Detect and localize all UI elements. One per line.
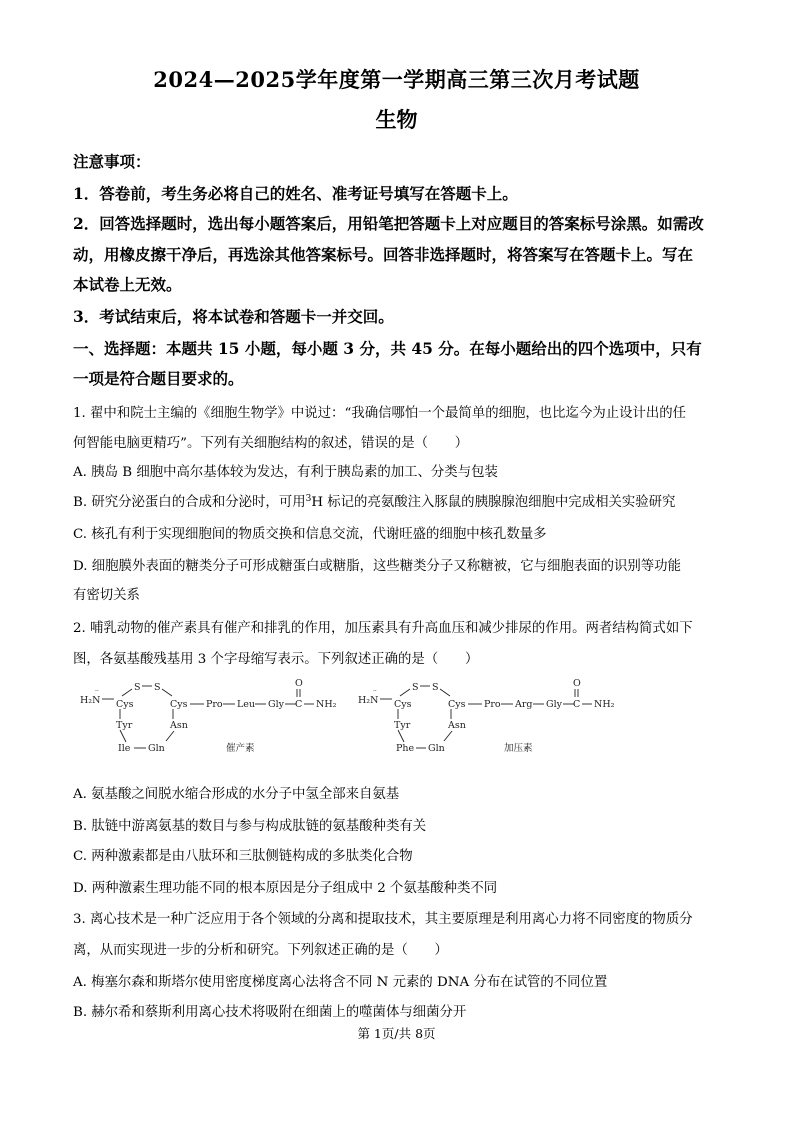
oxytocin-structure: [80, 678, 337, 754]
q3-stem: 3. 离心技术是一种广泛应用于各个领域的分离和提取技术，其主要原理是利用离心力将不同密度的物质分: [73, 912, 693, 927]
q1-option-b-pre: B. 研究分泌蛋白的合成和分泌时，可用: [73, 495, 306, 510]
note-line: 2．回答选择题时，选出每小题答案后，用铅笔把答题卡上对应题目的答案标号涂黑。如需改: [73, 214, 704, 233]
chain-pro: Pro: [206, 699, 223, 710]
q1-option-c: C. 核孔有利于实现细胞间的物质交换和信息交流，代谢旺盛的细胞中核孔数量多: [73, 527, 547, 542]
ring-cys-1: Cys: [116, 699, 134, 710]
carbonyl-carbon: C: [573, 699, 581, 710]
amide-end: NH₂: [316, 699, 337, 710]
lone-pair-dots: ··: [95, 688, 99, 695]
ring-asn: Asn: [170, 720, 188, 731]
ring-tyr: Tyr: [116, 720, 133, 731]
chain-gly: Gly: [546, 699, 562, 710]
chain-arg: Arg: [515, 699, 533, 710]
n-terminus: H₂N: [80, 695, 101, 706]
oxytocin-label: 催产素: [226, 743, 255, 754]
q1-option-d: D. 细胞膜外表面的糖类分子可形成糖蛋白或糖脂，这些糖类分子又称糖被，它与细胞表面的识别等功能: [73, 559, 681, 574]
ring-phe: Phe: [396, 743, 415, 754]
q1-option-b-post: H 标记的亮氨酸注入豚鼠的胰腺腺泡细胞中完成相关实验研究: [311, 495, 676, 510]
q1-option-d-cont: 有密切关系: [73, 588, 140, 603]
ring-cys-6: Cys: [448, 699, 466, 710]
ring-tyr: Tyr: [394, 720, 411, 731]
note-line: 1．答卷前，考生务必将自己的姓名、准考证号填写在答题卡上。: [73, 184, 518, 203]
q1-stem-cont: 何智能电脑更精巧”。下列有关细胞结构的叙述，错误的是（ ）: [73, 436, 469, 451]
subject-title: 生物: [375, 107, 418, 132]
vasopressin-structure: [358, 678, 615, 754]
q2-stem-cont: 图，各氨基酸残基用 3 个字母缩写表示。下列叙述正确的是（ ）: [73, 652, 479, 667]
ring-gln: Gln: [148, 743, 165, 754]
vasopressin-label: 加压素: [504, 743, 533, 754]
sulfur-1: S: [412, 682, 419, 693]
q3-stem-cont: 离，从而实现进一步的分析和研究。下列叙述正确的是（ ）: [73, 943, 448, 958]
q2-option-b: B. 肽链中游离氨基的数目与参与构成肽链的氨基酸种类有关: [73, 819, 427, 834]
q2-stem: 2. 哺乳动物的催产素具有催产和排乳的作用，加压素具有升高血压和减少排尿的作用。两者结构简式如下: [73, 621, 693, 636]
carbonyl-oxygen: O: [573, 678, 581, 689]
q1-option-a: A. 胰岛 B 细胞中高尔基体较为发达，有利于胰岛素的加工、分类与包装: [73, 465, 498, 480]
chain-pro: Pro: [484, 699, 501, 710]
exam-title: 2024—2025学年度第一学期高三第三次月考试题: [153, 67, 640, 92]
q3-option-b: B. 赫尔希和蔡斯利用离心技术将吸附在细菌上的噬菌体与细菌分开: [73, 1005, 467, 1020]
sulfur-1: S: [134, 682, 141, 693]
q1-stem: 1. 翟中和院士主编的《细胞生物学》中说过：“我确信哪怕一个最简单的细胞，也比迄今为止设计出的任: [73, 406, 687, 421]
sulfur-2: S: [432, 682, 439, 693]
page-number: 第 1页/共 8页: [357, 1026, 436, 1041]
ring-cys-6: Cys: [170, 699, 188, 710]
note-line: 3．考试结束后，将本试卷和答题卡一并交回。: [73, 307, 394, 326]
n-terminus: H₂N: [358, 695, 379, 706]
section-heading-cont: 一项是符合题目要求的。: [73, 369, 244, 388]
isotope-mass: 3: [305, 494, 312, 504]
lone-pair-dots: ··: [373, 688, 377, 695]
chain-gly: Gly: [268, 699, 284, 710]
carbonyl-carbon: C: [295, 699, 303, 710]
ring-asn: Asn: [448, 720, 466, 731]
q3-option-a: A. 梅塞尔森和斯塔尔使用密度梯度离心法将含不同 N 元素的 DNA 分布在试管的不同位置: [73, 975, 608, 990]
section-heading: 一、选择题：本题共 15 小题，每小题 3 分，共 45 分。在每小题给出的四个选项中，只有: [73, 339, 702, 358]
amide-end: NH₂: [594, 699, 615, 710]
notes-heading: 注意事项：: [73, 152, 151, 171]
note-line: 本试卷上无效。: [73, 275, 182, 294]
q2-option-d: D. 两种激素生理功能不同的根本原因是分子组成中 2 个氨基酸种类不同: [73, 881, 498, 896]
hormone-structure-figure: [78, 676, 698, 766]
ring-cys-1: Cys: [394, 699, 412, 710]
q1-option-b: [73, 491, 723, 510]
ring-gln: Gln: [428, 743, 445, 754]
ring-ile: Ile: [118, 743, 131, 754]
carbonyl-oxygen: O: [295, 678, 303, 689]
note-line: 动，用橡皮擦干净后，再选涂其他答案标号。回答非选择题时，将答案写在答题卡上。写在: [73, 245, 694, 264]
q2-option-c: C. 两种激素都是由八肽环和三肽侧链构成的多肽类化合物: [73, 849, 413, 864]
q2-option-a: A. 氨基酸之间脱水缩合形成的水分子中氢全部来自氨基: [73, 787, 400, 802]
sulfur-2: S: [154, 682, 161, 693]
chain-leu: Leu: [237, 699, 256, 710]
